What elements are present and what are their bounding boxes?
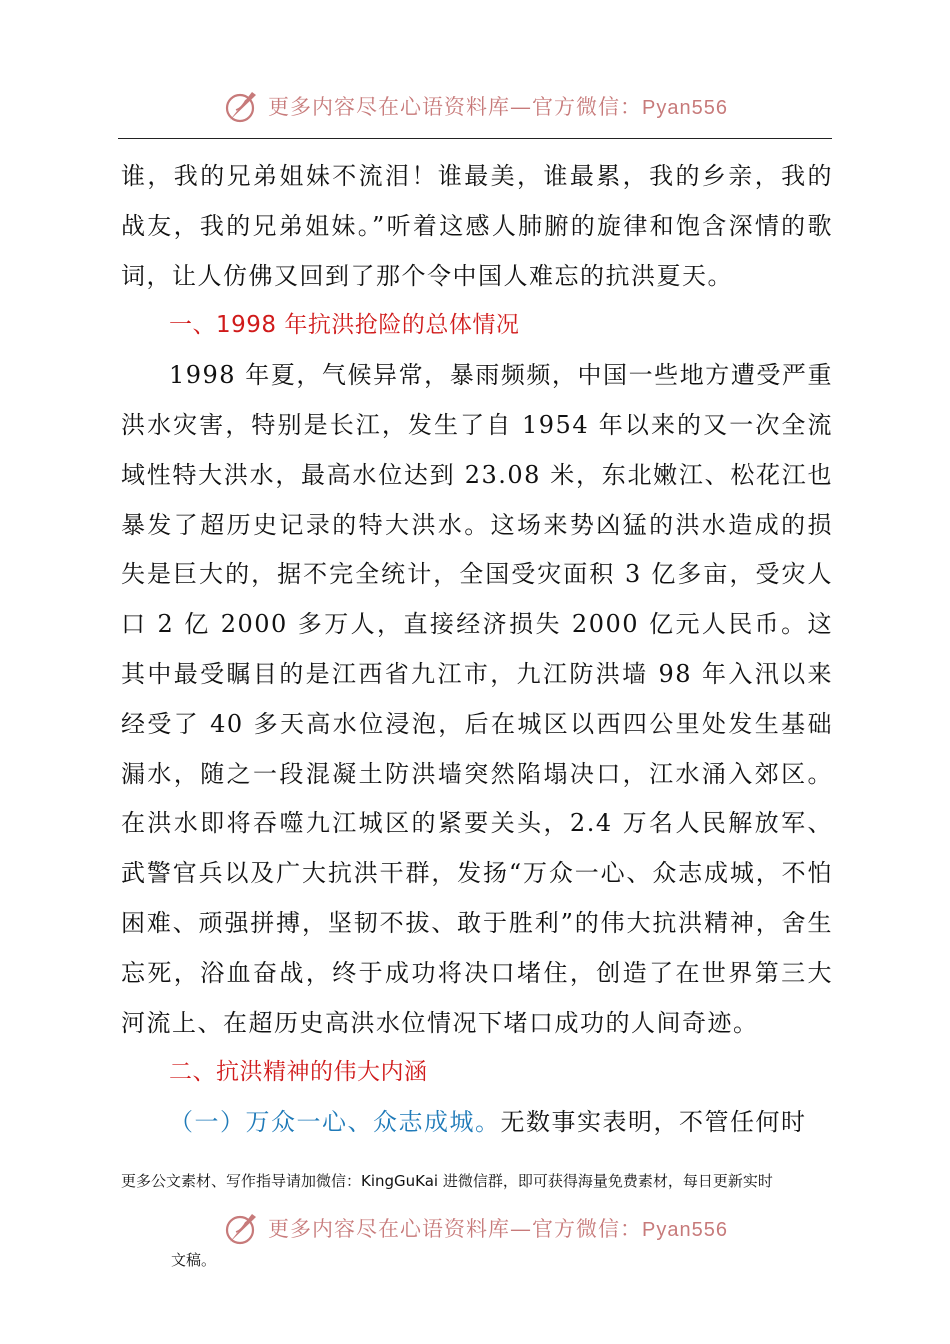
paragraph-subsection <box>121 1098 833 1148</box>
subsection-text: 无数事实表明，不管任何时 <box>500 1108 807 1137</box>
paragraph-overview: 1998 年夏，气候异常，暴雨频频，中国一些地方遭受严重洪水灾害，特别是长江，发生了自 1954 年以来的又一次全流域性特大洪水，最高水位达到 23.08 米，东北嫩江、松花江也暴发了超历史记录的特大洪水。这场来势凶猛的洪水造成的损失是巨大的，据不完全统计，全国受灾面积 3 亿多亩，受灾人口 2 亿 2000 多万人，直接经济损失 2000 亿元人民币。这其中最受瞩目的是江西省九江市，九江防洪墙 98 年入汛以来经受了 40 多天高水位浸泡，后在城区以西四公里处发生基础漏水，随之一段混凝土防洪墙突然陷塌决口，江水涌入郊区。在洪水即将吞噬九江城区的紧要关头，2.4 万名人民解放军、武警官兵以及广大抗洪干群，发扬“万众一心、众志成城，不怕困难、顽强拼搏，坚韧不拔、敢于胜利”的伟大抗洪精神，舍生忘死，浴血奋战，终于成功将决口堵住，创造了在世界第三大河流上、在超历史高洪水位情况下堵口成功的人间奇迹。 <box>121 361 833 1037</box>
header-divider <box>118 138 832 139</box>
footer-note-continued: 文稿。 <box>171 1251 217 1269</box>
watermark-text: 更多内容尽在心语资料库—官方微信：Pyan556 <box>268 1217 728 1241</box>
document-body <box>121 152 833 1148</box>
footer-watermark <box>0 1208 950 1248</box>
section-heading-2: 二、抗洪精神的伟大内涵 <box>169 1059 428 1086</box>
paragraph-lyrics: 谁，我的兄弟姐妹不流泪！谁最美，谁最累，我的乡亲，我的战友，我的兄弟姐妹。”听着这感人肺腑的旋律和饱含深情的歌词，让人仿佛又回到了那个令中国人难忘的抗洪夏天。 <box>121 162 833 290</box>
watermark-text: 更多内容尽在心语资料库—官方微信：Pyan556 <box>268 95 728 119</box>
footer-note: 更多公文素材、写作指导请加微信：KingGuKai 进微信群，即可获得海量免费素材，每日更新实时 <box>121 1172 773 1190</box>
header-watermark <box>0 86 950 126</box>
section-heading-1: 一、1998 年抗洪抢险的总体情况 <box>169 312 520 339</box>
subsection-heading: （一）万众一心、众志成城。 <box>169 1108 501 1137</box>
quill-logo-icon <box>222 1208 262 1248</box>
quill-logo-icon <box>222 86 262 126</box>
